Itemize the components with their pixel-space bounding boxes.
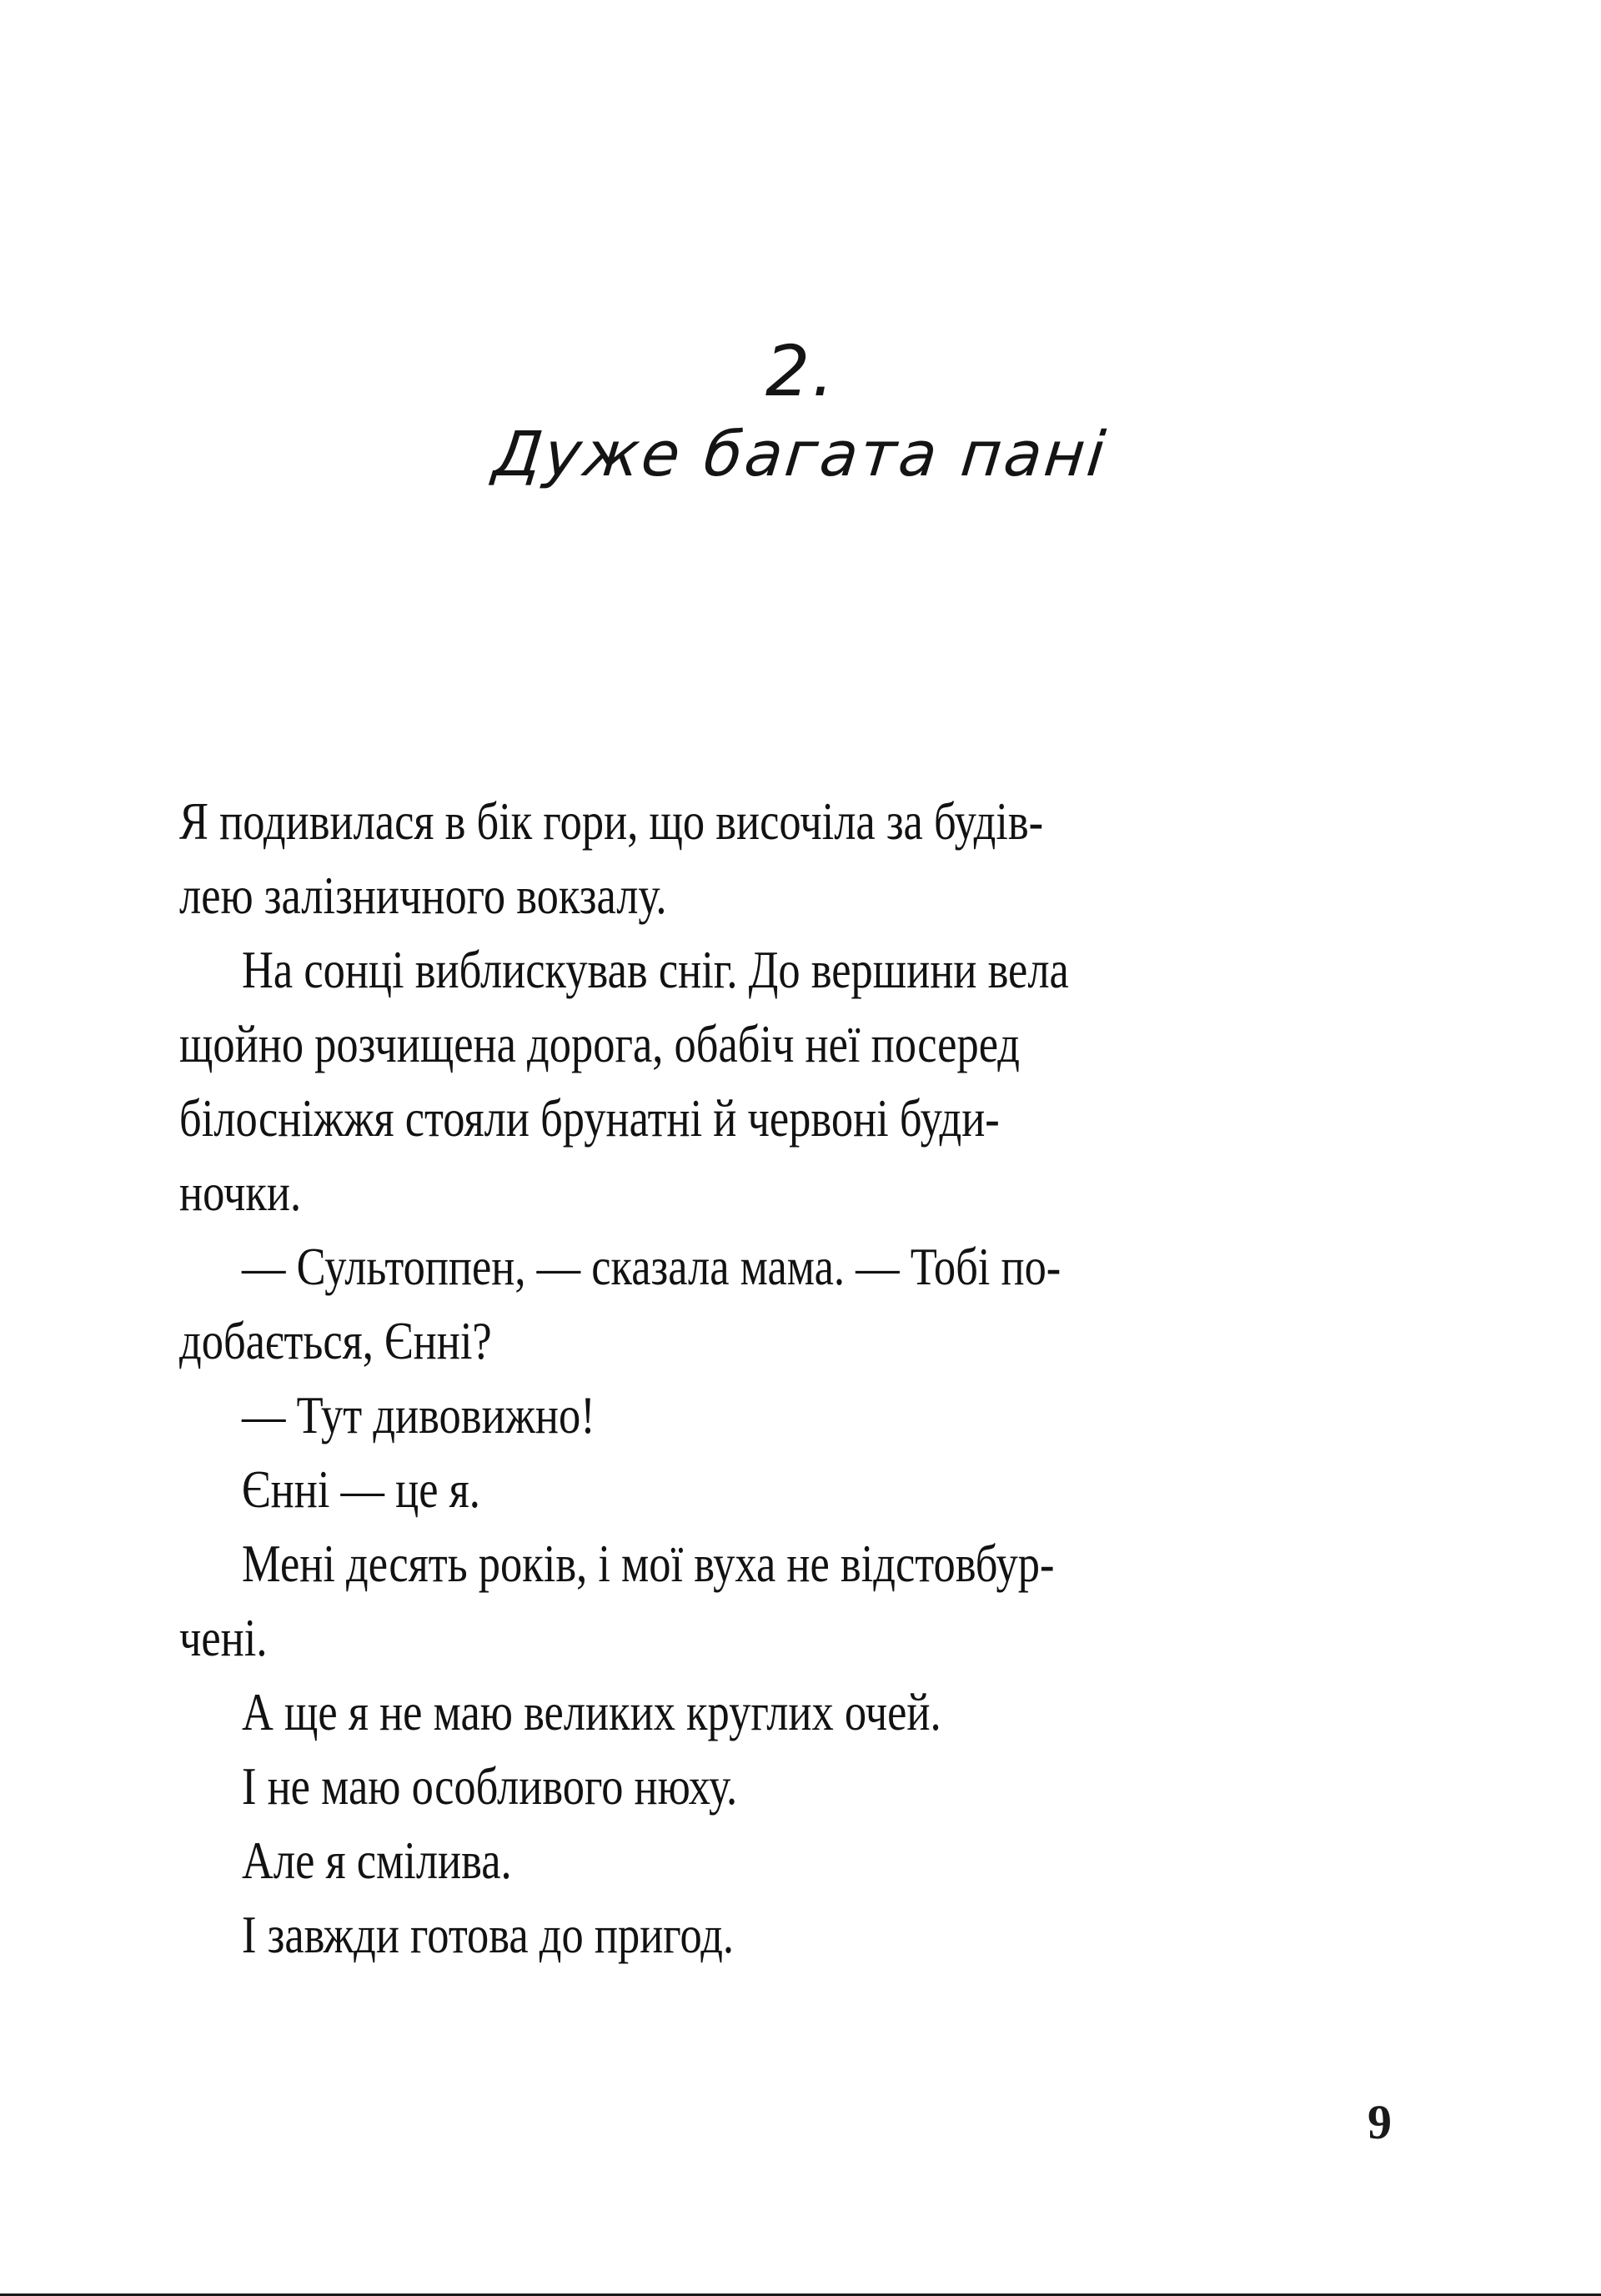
text-line: Я подивилася в бік гори, що височіла за будів-	[179, 791, 1044, 851]
text-line: — Сультоппен, — сказала мама. — Тобі по-	[242, 1237, 1061, 1296]
text-line: І завжди готова до пригод.	[242, 1905, 735, 1964]
text-line: білосніжжя стояли брунатні й червоні буди-	[179, 1088, 1000, 1148]
text-line: — Тут дивовижно!	[242, 1385, 595, 1444]
text-line: На сонці виблискував сніг. До вершини вела	[242, 940, 1069, 999]
text-line: Єнні — це я.	[242, 1459, 480, 1519]
text-line: І не маю особливого нюху.	[242, 1756, 738, 1816]
chapter-title: Дуже багата пані	[489, 419, 1112, 490]
page-number: 9	[1368, 2095, 1392, 2149]
text-line: Але я смілива.	[242, 1831, 512, 1890]
chapter-number: 2.	[765, 330, 836, 412]
text-line: А ще я не маю великих круглих очей.	[242, 1682, 941, 1741]
text-line: добається, Єнні?	[179, 1311, 492, 1370]
text-line: лею залізничного вокзалу.	[179, 866, 667, 925]
text-line: Мені десять років, і мої вуха не відстовбур-	[242, 1534, 1055, 1593]
text-line: чені.	[179, 1608, 268, 1667]
text-line: ночки.	[179, 1163, 302, 1222]
text-line: щойно розчищена дорога, обабіч неї посеред	[179, 1014, 1021, 1073]
